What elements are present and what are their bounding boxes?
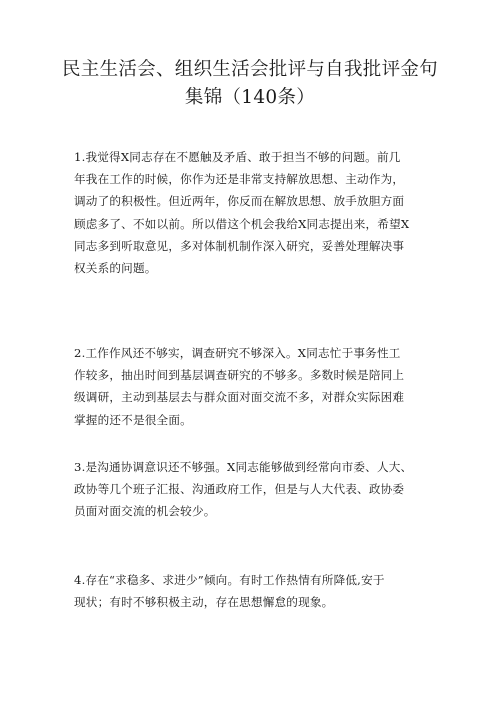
paragraph-line: 作较多，抽出时间到基层调查研究的不够多。多数时候是陪同上 — [74, 368, 405, 383]
paragraph-line: 年我在工作的时候，你作为还是非常支持解放思想、主动作为， — [74, 172, 405, 187]
paragraph-line: 权关系的问题。 — [74, 261, 157, 276]
paragraph-2 — [74, 342, 434, 431]
document-title-line-2: 集锦（140条） — [184, 87, 316, 108]
paragraph-line: 顾虑多了、不如以前。所以借这个机会我给X同志提出来，希望X — [74, 216, 410, 231]
paragraph-line: 级调研，主动到基层去与群众面对面交流不多，对群众实际困难 — [74, 390, 405, 405]
paragraph-line: 3.是沟通协调意识还不够强。X同志能够做到经常向市委、人大、 — [74, 460, 413, 474]
document-title-line-1: 民主生活会、组织生活会批评与自我批评金句 — [61, 59, 438, 80]
paragraph-4 — [74, 569, 434, 613]
paragraph-line: 2.工作作风还不够实，调查研究不够深入。X同志忙于事务性工 — [74, 346, 401, 360]
paragraph-line: 现状；有时不够积极主动，存在思想懈怠的现象。 — [74, 595, 334, 610]
paragraph-line: 员面对面交流的机会较少。 — [74, 504, 216, 519]
paragraph-line: 4.存在“求稳多、求进少”倾向。有时工作热情有所降低,安于 — [74, 573, 385, 587]
paragraph-line: 同志多到听取意见，多对体制机制作深入研究，妥善处理解决事 — [74, 238, 405, 253]
paragraph-line: 政协等几个班子汇报、沟通政府工作，但是与人大代表、政协委 — [74, 482, 405, 497]
paragraph-line: 调动了的积极性。但近两年，你反而在解放思想、放手放胆方面 — [74, 194, 405, 209]
paragraph-line: 1.我觉得X同志存在不愿触及矛盾、敢于担当不够的问题。前几 — [74, 150, 401, 164]
paragraph-1 — [74, 146, 434, 279]
paragraph-3 — [74, 456, 434, 523]
paragraph-line: 掌握的还不是很全面。 — [74, 412, 192, 427]
